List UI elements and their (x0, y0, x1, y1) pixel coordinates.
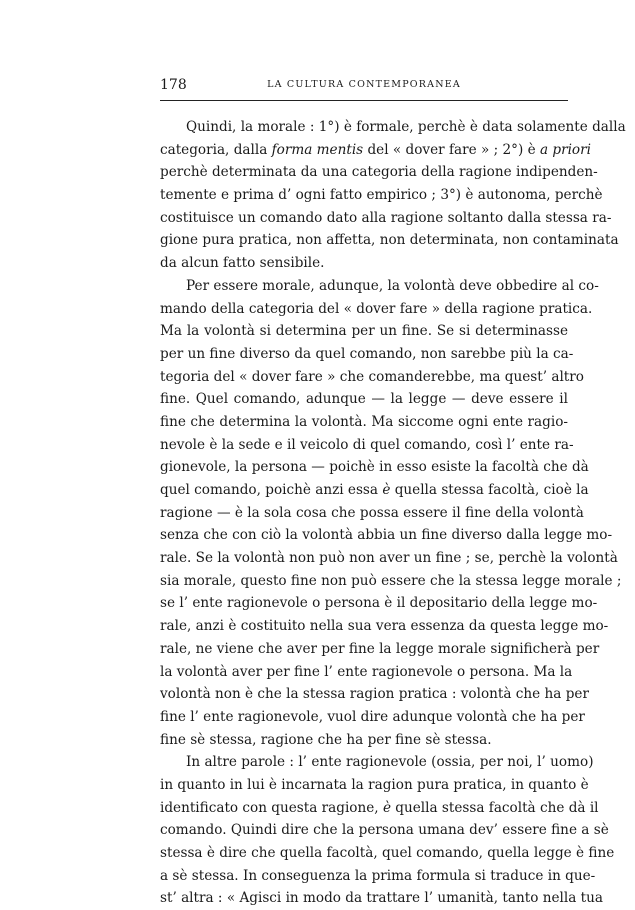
text-line (160, 887, 603, 910)
text-segment: fine che determina la volontà. Ma siccome ogni ente ragio- (160, 413, 568, 430)
text-segment: temente e prima d’ ogni fatto empirico ; 3°) è autonoma, perchè (160, 187, 603, 204)
text-segment: del « dover fare » ; 2°) è (363, 141, 540, 158)
text-line (160, 797, 599, 820)
text-segment: sia morale, questo fine non può essere che la stessa legge morale ; (160, 572, 622, 589)
text-segment: nevole è la sede e il veicolo di quel comando, così l’ ente ra- (160, 436, 574, 453)
text-segment: st’ altra : « Agisci in modo da trattare l’ umanità, tanto nella tua (160, 890, 603, 907)
text-segment: fine sè stessa, ragione che ha per fine sè stessa. (160, 731, 492, 748)
text-line (160, 502, 584, 525)
text-line (160, 774, 589, 797)
text-segment: rale, anzi è costituito nella sua vera essenza da questa legge mo- (160, 618, 609, 635)
text-segment: perchè determinata da una categoria della ragione indipenden- (160, 164, 598, 181)
running-title: LA CULTURA CONTEMPORANEA (267, 79, 461, 90)
header-rule (160, 100, 568, 101)
text-segment: mando della categoria del « dover fare » della ragione pratica. (160, 300, 593, 317)
text-segment: Quindi, la morale : 1°) è formale, perchè è data solamente dalla (186, 119, 626, 135)
text-line (160, 615, 609, 638)
text-line (160, 252, 568, 275)
text-line (160, 592, 598, 615)
text-segment: quella stessa facoltà che dà il (390, 799, 599, 816)
text-line (160, 366, 584, 389)
italic-text: a priori (539, 141, 591, 158)
text-segment: rale, ne viene che aver per fine la legge morale significherà per (160, 640, 600, 657)
text-segment: costituisce un comando dato alla ragione soltanto dalla stessa ra- (160, 209, 612, 226)
text-segment: in quanto in lui è incarnata la ragion pura pratica, in quanto è (160, 776, 589, 793)
text-segment: fine. Quel comando, adunque — la legge — deve essere il (160, 391, 568, 408)
text-line (160, 207, 612, 230)
text-segment: categoria, dalla (160, 141, 272, 158)
text-segment: quel comando, poichè anzi essa (160, 482, 383, 498)
text-segment: Ma la volontà si determina per un fine. Se si determinasse (160, 323, 568, 340)
text-line (160, 842, 615, 865)
text-line (160, 661, 573, 684)
text-line (160, 161, 598, 184)
text-segment: Per essere morale, adunque, la volontà deve obbedire al co- (186, 277, 599, 294)
text-segment: stessa è dire che quella facoltà, quel comando, quella legge è fine (160, 845, 615, 861)
text-line (160, 388, 568, 411)
text-segment: tegoria del « dover fare » che comanderebbe, ma quest’ altro (160, 368, 584, 385)
text-line (160, 411, 568, 434)
text-segment: fine l’ ente ragionevole, vuol dire adunque volontà che ha per (160, 708, 585, 725)
text-segment: ragione — è la sola cosa che possa essere il fine della volontà (160, 504, 584, 521)
body-text (160, 116, 626, 910)
text-segment: identificato con questa ragione, (160, 799, 383, 816)
text-line (160, 524, 613, 547)
text-segment: senza che con ciò la volontà abbia un fine diverso dalla legge mo- (160, 527, 613, 544)
page-header (160, 77, 568, 95)
text-segment: volontà non è che la stessa ragion pratica : volontà che ha per (160, 686, 589, 703)
text-segment: a sè stessa. In conseguenza la prima formula si traduce in que- (160, 867, 596, 884)
italic-text: è (382, 799, 391, 816)
text-line (160, 456, 589, 479)
text-segment: rale. Se la volontà non può non aver un fine ; se, perchè la volontà (160, 550, 618, 567)
text-line (160, 570, 622, 593)
italic-text: forma mentis (271, 141, 364, 158)
text-line (160, 729, 568, 752)
text-line (160, 706, 585, 729)
text-segment: da alcun fatto sensibile. (160, 255, 325, 272)
text-segment: comando. Quindi dire che la persona umana dev’ essere fine a sè (160, 822, 609, 839)
text-segment: se l’ ente ragionevole o persona è il depositario della legge mo- (160, 595, 598, 612)
text-segment: la volontà aver per fine l’ ente ragionevole o persona. Ma la (160, 663, 573, 680)
text-line (160, 298, 593, 321)
text-line (160, 343, 574, 366)
text-line (160, 320, 568, 343)
text-line (160, 229, 619, 252)
text-segment: In altre parole : l’ ente ragionevole (ossia, per noi, l’ uomo) (186, 754, 594, 771)
text-line (160, 479, 589, 502)
text-segment: gionevole, la persona — poichè in esso esiste la facoltà che dà (160, 459, 589, 476)
text-line (160, 139, 591, 162)
text-line (160, 275, 599, 298)
italic-text: è (382, 482, 391, 498)
text-line (160, 865, 596, 888)
text-line (160, 116, 626, 139)
text-line (160, 819, 609, 842)
text-line (160, 434, 574, 457)
text-line (160, 184, 603, 207)
text-line (160, 638, 600, 661)
text-line (160, 683, 589, 706)
text-line (160, 547, 618, 570)
page-number: 178 (160, 77, 187, 93)
text-segment: per un fine diverso da quel comando, non sarebbe più la ca- (160, 345, 574, 362)
text-segment: gione pura pratica, non affetta, non determinata, non contaminata (160, 232, 619, 249)
text-segment: quella stessa facoltà, cioè la (390, 482, 589, 498)
text-line (160, 751, 594, 774)
